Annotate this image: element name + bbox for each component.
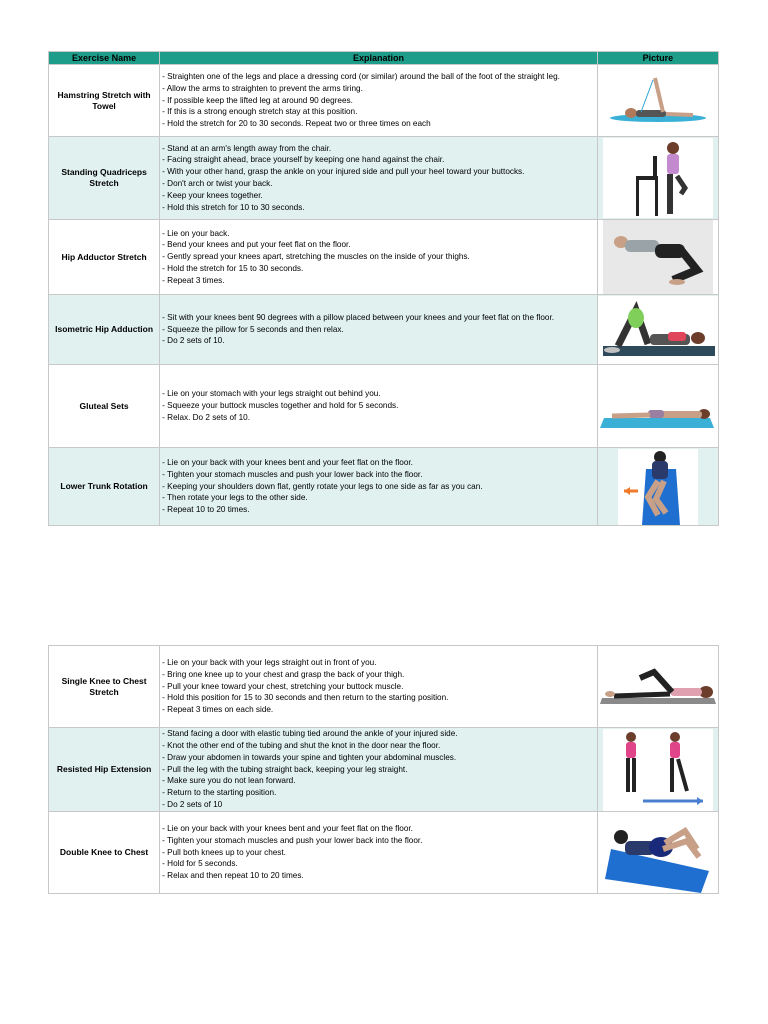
table-row: [49, 728, 719, 812]
exercise-name: Hip Adductor Stretch: [49, 220, 160, 295]
exercise-explanation: [160, 646, 598, 728]
explanation-line: - With your other hand, grasp the ankle on your injured side and pull your heel toward your buttocks.: [162, 167, 525, 177]
explanation-line: - Return to the starting position.: [162, 788, 277, 798]
double-knee-image: [597, 812, 718, 894]
explanation-line: - Hold the stretch for 15 to 30 seconds.: [162, 263, 304, 273]
isometric-hip-image: [597, 295, 718, 365]
hip-extension-image: [597, 728, 718, 812]
header-exercise-name: Exercise Name: [49, 52, 160, 65]
explanation-line: - Hold this stretch for 10 to 30 seconds.: [162, 202, 305, 212]
exercise-name: Double Knee to Chest: [49, 812, 160, 894]
hip-adductor-image: [597, 220, 718, 295]
explanation-line: - If this is a strong enough stretch stay at this position.: [162, 107, 358, 117]
explanation-line: - Pull your knee toward your chest, stretching your buttock muscle.: [162, 681, 404, 691]
explanation-line: - Then rotate your legs to the other side.: [162, 493, 308, 503]
exercise-explanation: [160, 220, 598, 295]
explanation-line: - Repeat 10 to 20 times.: [162, 505, 250, 515]
exercise-name: Isometric Hip Adduction: [49, 295, 160, 365]
explanation-line: - Pull the leg with the tubing straight back, keeping your leg straight.: [162, 764, 408, 774]
header-explanation: Explanation: [160, 52, 598, 65]
quadriceps-stretch-image: [597, 137, 718, 220]
table-row: [49, 365, 719, 448]
explanation-line: - Draw your abdomen in towards your spine and tighten your abdominal muscles.: [162, 752, 457, 762]
exercise-name: Gluteal Sets: [49, 365, 160, 448]
explanation-line: - Stand at an arm's length away from the chair.: [162, 143, 332, 153]
exercise-explanation: [160, 295, 598, 365]
explanation-line: - Knot the other end of the tubing and shut the knot in the door near the floor.: [162, 741, 441, 750]
explanation-line: - Hold the stretch for 20 to 30 seconds. Repeat two or three times on each: [162, 119, 431, 129]
table-row: [49, 812, 719, 894]
table-row: [49, 220, 719, 295]
explanation-line: - If possible keep the lifted leg at around 90 degrees.: [162, 95, 353, 105]
explanation-line: - Relax. Do 2 sets of 10.: [162, 412, 250, 422]
table-row: [49, 646, 719, 728]
explanation-line: - Bend your knees and put your feet flat on the floor.: [162, 240, 351, 250]
table-row: [49, 137, 719, 220]
explanation-line: - Squeeze the pillow for 5 seconds and then relax.: [162, 324, 344, 334]
explanation-line: - Hold this position for 15 to 30 seconds and then return to the starting position.: [162, 693, 449, 703]
exercise-name: Resisted Hip Extension: [49, 728, 160, 812]
single-knee-image: [597, 646, 718, 728]
explanation-line: - Keep your knees together.: [162, 190, 263, 200]
explanation-line: - Sit with your knees bent 90 degrees with a pillow placed between your knees and your feet flat on the floor.: [162, 312, 555, 322]
explanation-line: - Repeat 3 times.: [162, 275, 225, 285]
header-row: [49, 52, 719, 65]
exercise-table-1: [48, 51, 719, 526]
explanation-line: - Lie on your back with your knees bent and your feet flat on the floor.: [162, 458, 413, 467]
header-picture: Picture: [597, 52, 718, 65]
explanation-line: - Facing straight ahead, brace yourself by keeping one hand against the chair.: [162, 155, 445, 165]
explanation-line: - Lie on your back with your legs straight out in front of you.: [162, 658, 377, 667]
exercise-table-2: [48, 645, 719, 894]
explanation-line: - Stand facing a door with elastic tubing tied around the ankle of your injured side.: [162, 729, 458, 739]
explanation-line: - Allow the arms to straighten to prevent the arms tiring.: [162, 83, 363, 93]
exercise-explanation: [160, 137, 598, 220]
explanation-line: - Tighten your stomach muscles and push your lower back into the floor.: [162, 835, 423, 845]
exercise-explanation: [160, 365, 598, 448]
explanation-line: - Repeat 3 times on each side.: [162, 705, 274, 715]
explanation-line: - Gently spread your knees apart, stretching the muscles on the inside of your thighs.: [162, 252, 470, 262]
trunk-rotation-image: [597, 448, 718, 526]
explanation-line: - Do 2 sets of 10: [162, 799, 223, 809]
explanation-line: - Keeping your shoulders down flat, gently rotate your legs to one side as far as you can.: [162, 481, 483, 491]
table-row: [49, 295, 719, 365]
explanation-line: - Hold for 5 seconds.: [162, 859, 238, 869]
exercise-name: Lower Trunk Rotation: [49, 448, 160, 526]
exercise-explanation: [160, 448, 598, 526]
hamstring-stretch-image: [597, 65, 718, 137]
table-row: [49, 65, 719, 137]
explanation-line: - Don't arch or twist your back.: [162, 179, 273, 188]
exercise-explanation: [160, 728, 598, 812]
explanation-line: - Tighten your stomach muscles and push your lower back into the floor.: [162, 469, 423, 479]
table-row: [49, 448, 719, 526]
explanation-line: - Relax and then repeat 10 to 20 times.: [162, 871, 304, 881]
gluteal-sets-image: [597, 365, 718, 448]
explanation-line: - Pull both knees up to your chest.: [162, 847, 286, 857]
exercise-name: Hamstring Stretch with Towel: [49, 65, 160, 137]
explanation-line: - Squeeze your buttock muscles together and hold for 5 seconds.: [162, 401, 399, 411]
explanation-line: - Lie on your back with your knees bent and your feet flat on the floor.: [162, 824, 413, 833]
explanation-line: - Bring one knee up to your chest and grasp the back of your thigh.: [162, 669, 405, 679]
explanation-line: - Straighten one of the legs and place a dressing cord (or similar) around the ball of the foot of the straight leg.: [162, 72, 560, 81]
exercise-name: Single Knee to Chest Stretch: [49, 646, 160, 728]
exercise-explanation: [160, 812, 598, 894]
exercise-explanation: [160, 65, 598, 137]
explanation-line: - Lie on your stomach with your legs straight out behind you.: [162, 389, 381, 399]
explanation-line: - Lie on your back.: [162, 228, 230, 238]
explanation-line: - Do 2 sets of 10.: [162, 336, 225, 346]
explanation-line: - Make sure you do not lean forward.: [162, 776, 296, 786]
exercise-name: Standing Quadriceps Stretch: [49, 137, 160, 220]
